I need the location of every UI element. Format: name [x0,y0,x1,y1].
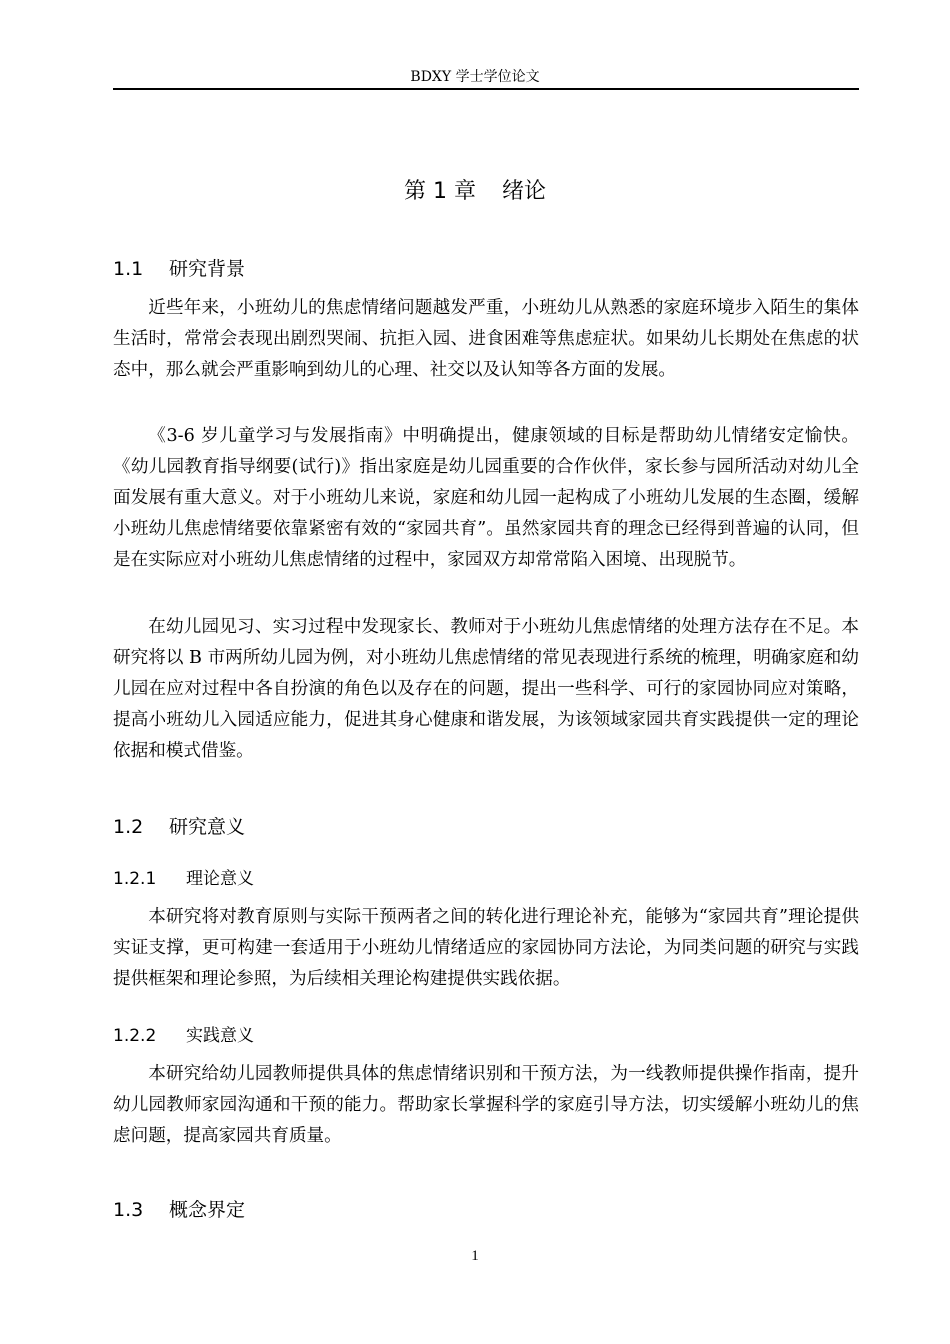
subsection-title: 实践意义 [186,1026,254,1046]
section-number: 1.2 [113,816,144,838]
subsection-number: 1.2.2 [113,1026,157,1046]
chapter-number: 第 1 章 [404,179,476,204]
chapter-title: 绪论 [501,179,546,204]
section-number: 1.3 [113,1199,144,1221]
header-rule [113,88,859,90]
chapter-heading [0,174,950,205]
paragraph-theory: 本研究将对教育原则与实际干预两者之间的转化进行理论补充，能够为“家园共育”理论提供实证支撑，更可构建一套适用于小班幼儿情绪适应的家园协同方法论，为同类问题的研究与实践提供框架和理论参照，为后续相关理论构建提供实践依据。 [113,907,859,989]
subsection-number: 1.2.1 [113,869,157,889]
paragraph-background-1: 近些年来，小班幼儿的焦虑情绪问题越发严重，小班幼儿从熟悉的家庭环境步入陌生的集体生活时，常常会表现出剧烈哭闹、抗拒入园、进食困难等焦虑症状。如果幼儿长期处在焦虑的状态中，那么就会严重影响到幼儿的心理、社交以及认知等各方面的发展。 [113,298,859,380]
subsection-heading-1-2-2 [113,1021,254,1046]
paragraph-background-3: 在幼儿园见习、实习过程中发现家长、教师对于小班幼儿焦虑情绪的处理方法存在不足。本研究将以 B 市两所幼儿园为例，对小班幼儿焦虑情绪的常见表现进行系统的梳理，明确家庭和幼儿园在应对过程中各自扮演的角色以及存在的问题，提出一些科学、可行的家园协同应对策略，提高小班幼儿入园适应能力，促进其身心健康和谐发展，为该领域家园共育实践提供一定的理论依据和模式借鉴。 [113,617,859,761]
paragraph-practice: 本研究给幼儿园教师提供具体的焦虑情绪识别和干预方法，为一线教师提供操作指南，提升幼儿园教师家园沟通和干预的能力。帮助家长掌握科学的家庭引导方法，切实缓解小班幼儿的焦虑问题，提高家园共育质量。 [113,1064,859,1146]
section-heading-1-1 [113,254,245,281]
subsection-title: 理论意义 [186,869,254,889]
page-number: 1 [471,1248,479,1264]
running-header: BDXY 学士学位论文 [410,69,540,85]
paragraph-background-2: 《3-6 岁儿童学习与发展指南》中明确提出，健康领域的目标是帮助幼儿情绪安定愉快。《幼儿园教育指导纲要(试行)》指出家庭是幼儿园重要的合作伙伴，家长参与园所活动对幼儿全面发展有重大意义。对于小班幼儿来说，家庭和幼儿园一起构成了小班幼儿发展的生态圈，缓解小班幼儿焦虑情绪要依靠紧密有效的“家园共育”。虽然家园共育的理念已经得到普遍的认同，但是在实际应对小班幼儿焦虑情绪的过程中，家园双方却常常陷入困境、出现脱节。 [113,426,859,570]
section-title: 概念界定 [169,1199,246,1221]
section-number: 1.1 [113,258,144,280]
section-title: 研究背景 [169,258,246,280]
section-heading-1-3 [113,1195,245,1222]
section-heading-1-2 [113,812,245,839]
section-title: 研究意义 [169,816,246,838]
subsection-heading-1-2-1 [113,864,254,889]
